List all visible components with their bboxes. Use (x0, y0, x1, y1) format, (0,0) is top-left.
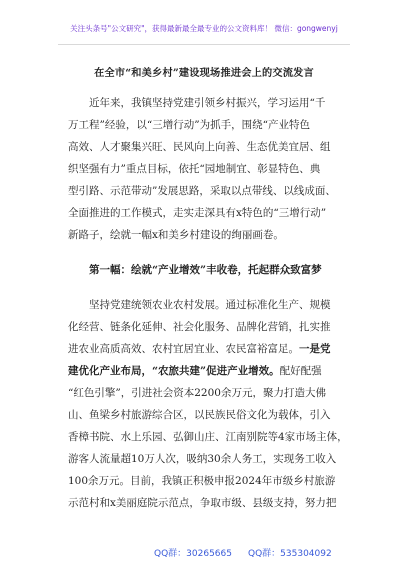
intro-line-5: 型引路、示范带动”发展思路，采取以点带线、以线成面、 (68, 185, 336, 197)
section-line-7: 香樟书院、水上乐园、弘御山庄、江南别院等4家市场主体， (68, 431, 348, 443)
intro-line-4: 织坚强有力”重点目标，依托“园地制宜、彰显特色、典 (68, 163, 321, 175)
section-line-3 (68, 338, 354, 360)
section-line-5: “红色引擎”，引进社会资本2200余万元，聚力打造大佛 (68, 387, 326, 399)
section-line-9: 100余万元。目前，我镇正积极申报2024年市级乡村旅游 (68, 475, 336, 487)
section-heading: 第一幅：绘就“产业增效”丰收卷，托起群众致富梦 (89, 264, 322, 276)
section-line-6: 山、鱼梁乡村旅游综合区，以民族民俗文化为载体，引入 (68, 409, 331, 421)
page-footer (58, 546, 350, 558)
section-paragraph (68, 294, 354, 514)
section-line-3-bold: 一是党 (299, 343, 331, 355)
qq-group-1: QQ群：30265665 (154, 549, 232, 559)
banner-divider (58, 44, 350, 45)
section-line-10: 示范村和x美丽庭院示范点，争取市级、县级支持，努力把 (68, 497, 337, 509)
section-line-8: 游客人流量超10万人次，吸纳30余人务工，实现务工收入 (68, 453, 337, 465)
section-line-4-bold: 建优化产业布局，“农旅共建”促进产业增效。 (68, 365, 280, 377)
section-line-3-text: 进农业高质高效、农村宜居宜业、农民富裕富足。 (68, 343, 299, 355)
section-line-4 (68, 360, 354, 382)
intro-line-3: 高效、人才聚集兴旺、民风向上向善、生态优美宜居、组 (68, 141, 331, 153)
intro-line-6: 全面推进的工作模式，走实走深具有x特色的“三增行动” (68, 207, 327, 219)
section-line-1: 坚持党建统领农业农村发展。通过标准化生产、规模 (89, 299, 331, 311)
intro-line-7: 新路子，绘就一幅x和美乡村建设的绚丽画卷。 (68, 229, 284, 241)
qq-group-2: QQ群：535304092 (248, 549, 332, 559)
document-title: 在全市“和美乡村”建设现场推进会上的交流发言 (94, 67, 314, 79)
intro-paragraph (68, 92, 354, 246)
promo-banner[interactable]: 关注头条号"公文研究"，获得最新最全最专业的公文资料库！ 微信：gongwenyj (70, 24, 338, 33)
section-line-2: 化经营、链条化延伸、社会化服务、品牌化营销，扎实推 (68, 321, 331, 333)
section-line-4-text: 配好配强 (279, 365, 322, 377)
intro-line-1: 近年来，我镇坚持党建引领乡村振兴，学习运用“千 (89, 97, 326, 109)
intro-line-2: 万工程”经验，以“三增行动”为抓手，围绕“产业特色 (68, 119, 310, 131)
